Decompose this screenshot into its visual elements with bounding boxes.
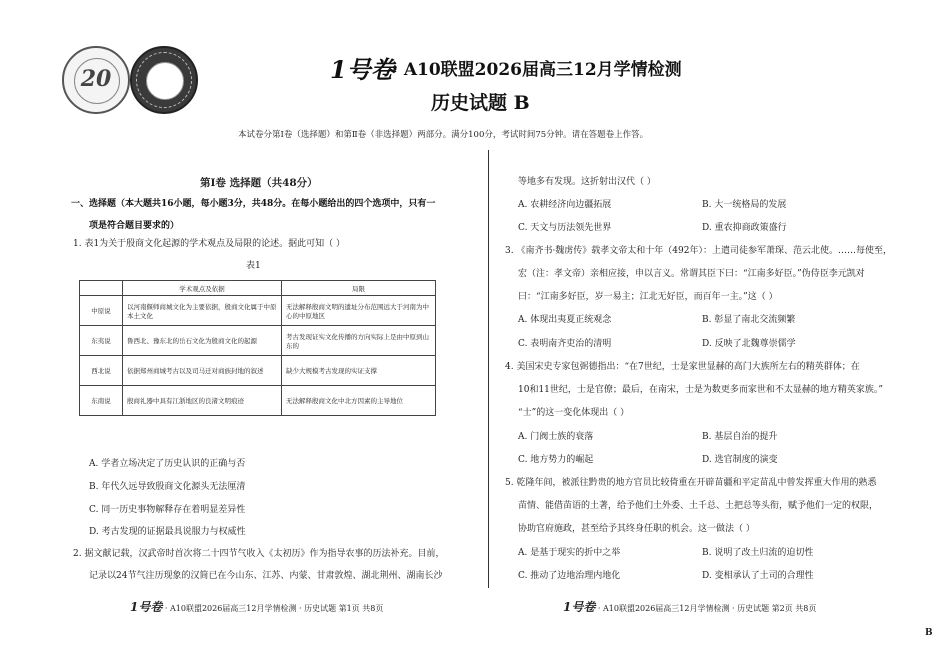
q4-option-a: A. 门阀士族的衰落 <box>518 432 594 442</box>
page-footer-right <box>563 598 816 615</box>
q3-option-d: D. 反映了北魏尊崇儒学 <box>702 339 796 349</box>
table-cell: 中原说 <box>80 296 123 326</box>
q4-option-c: C. 地方势力的崛起 <box>518 455 594 465</box>
table-header-row <box>80 281 436 296</box>
table-header: 局限 <box>282 281 436 296</box>
q1-stem: 1. 表1为关于殷商文化起源的学术观点及局限的论述。据此可知（ ） <box>73 239 346 249</box>
table-cell: 考古发现证实文化传播的方向实际上是由中原到山东的 <box>282 326 436 356</box>
exam-notice: 本试卷分第Ⅰ卷（选择题）和第Ⅱ卷（非选择题）两部分。满分100分，考试时间75分钟。请在答题卷上作答。 <box>238 130 649 140</box>
q5-option-a: A. 是基于现实的折中之举 <box>518 548 621 558</box>
q2-option-c: C. 天文与历法领先世界 <box>518 223 612 233</box>
table-row <box>80 386 436 416</box>
section-intro-line1: 一、选择题（本大题共16小题，每小题3分，共48分。在每小题给出的四个选项中，只有一 <box>71 199 436 209</box>
q5-line1: 5. 乾隆年间，被派往黔贵的地方官员比较倚重在开辟苗疆和平定苗乱中曾发挥重大作用的熟悉 <box>505 478 877 488</box>
q3-line1: 3. 《南齐书·魏虏传》载孝文帝太和十年（492年）：上遣司徒参军萧琛、范云北使。……每使至， <box>505 246 892 256</box>
q2-line1: 2. 据文献记载，汉武帝时首次将二十四节气收入《太初历》作为指导农事的历法补充。目前， <box>73 549 445 559</box>
table-row <box>80 326 436 356</box>
column-divider <box>488 150 489 588</box>
q4-line1: 4. 美国宋史专家包弼德指出：“在7世纪，士是家世显赫的高门大族所左右的精英群体；在 <box>505 362 860 372</box>
q3-option-b: B. 彰显了南北交流频繁 <box>702 315 796 325</box>
q4-option-b: B. 基层自治的提升 <box>702 432 778 442</box>
table-cell: 以河南偃师商城文化为主要依据，殷商文化属于中原本土文化 <box>123 296 282 326</box>
q1-option-c: C. 同一历史事物解释存在着明显差异性 <box>89 505 246 515</box>
q2-line2: 记录以24节气注历现象的汉简已在今山东、江苏、内蒙、甘肃敦煌、湖北荆州、湖南长沙 <box>89 571 443 581</box>
q2-option-d: D. 重农抑商政策盛行 <box>702 223 787 233</box>
q1-option-b: B. 年代久远导致殷商文化源头无法厘清 <box>89 482 246 492</box>
q5-option-d: D. 变相承认了土司的合理性 <box>702 571 814 581</box>
table-row <box>80 356 436 386</box>
footer-text: · A10联盟2026届高三12月学情检测 · 历史试题 第2页 共8页 <box>597 604 817 613</box>
q4-line3: “士”的这一变化体现出（ ） <box>518 408 630 418</box>
q1-option-a: A. 学者立场决定了历史认识的正确与否 <box>89 459 246 469</box>
table-row <box>80 296 436 326</box>
footer-brand-mark: 1号卷 <box>563 600 596 614</box>
q1-option-d: D. 考古发现的证据最具说服力与权威性 <box>89 527 246 537</box>
q5-line3: 协助官府施政，甚至给予其终身任职的机会。这一做法（ ） <box>518 524 755 534</box>
table-cell: 缺少大规模考古发现的实证支撑 <box>282 356 436 386</box>
table-header <box>80 281 123 296</box>
table-caption: 表1 <box>246 261 261 271</box>
table-cell: 依据郑州商城考古以及司马迁对商族封地的叙述 <box>123 356 282 386</box>
table-cell: 殷商礼器中具有江浙地区的良渚文明痕迹 <box>123 386 282 416</box>
table-cell: 西北说 <box>80 356 123 386</box>
q4-option-d: D. 选官制度的演变 <box>702 455 778 465</box>
footer-brand-mark: 1号卷 <box>130 600 163 614</box>
q5-option-c: C. 推动了边地治理内地化 <box>518 571 621 581</box>
q3-option-c: C. 表明南齐吏治的清明 <box>518 339 612 349</box>
q2-option-a: A. 农耕经济向边疆拓展 <box>518 200 612 210</box>
q4-line2: 10和11世纪，士是官僚；最后，在南宋，士是为数更多而家世和不太显赫的地方精英家族。” <box>518 385 884 395</box>
table-cell: 无法解释殷商文化中北方因素的主导地位 <box>282 386 436 416</box>
table-cell: 东南说 <box>80 386 123 416</box>
viewpoint-table <box>79 280 436 416</box>
page-footer-left <box>130 598 383 615</box>
seal-number: 20 <box>80 66 112 92</box>
q2-option-b: B. 大一统格局的发展 <box>702 200 787 210</box>
version-corner-mark: B <box>925 628 933 638</box>
education-seal-logo <box>130 46 198 114</box>
table-cell: 鲁西北、豫东北的岳石文化为殷商文化的起源 <box>123 326 282 356</box>
q2-line3: 等地多有发现。这折射出汉代（ ） <box>518 177 656 187</box>
q5-option-b: B. 说明了改土归流的迫切性 <box>702 548 814 558</box>
paper-subtitle: 历史试题 B <box>431 92 530 114</box>
school-seal-logo <box>62 46 130 114</box>
table-cell: 东夷说 <box>80 326 123 356</box>
q3-option-a: A. 体现出夷夏正统观念 <box>518 315 612 325</box>
section-intro-line2: 项是符合题目要求的） <box>89 221 180 231</box>
table-cell: 无法解释殷商文明的遗址分布范围远大于河南为中心的中原地区 <box>282 296 436 326</box>
exam-title: · A10联盟2026届高三12月学情检测 <box>392 60 682 80</box>
table-header: 学术观点及依据 <box>123 281 282 296</box>
section-heading: 第Ⅰ卷 选择题（共48分） <box>200 177 318 189</box>
q3-line2: 宏（注：孝文帝）亲相应接，申以言义。常谓其臣下曰：“江南多好臣。”伪侍臣李元凯对 <box>518 269 865 279</box>
q3-line3: 曰：“江南多好臣，岁一易主；江北无好臣，而百年一主。”这（ ） <box>518 292 778 302</box>
footer-text: · A10联盟2026届高三12月学情检测 · 历史试题 第1页 共8页 <box>164 604 384 613</box>
brand-mark: 1号卷 <box>330 55 395 84</box>
q5-line2: 苗情、能借苗语的土著，给予他们土外委、土千总、土把总等头衔，赋予他们一定的权限， <box>518 501 879 511</box>
